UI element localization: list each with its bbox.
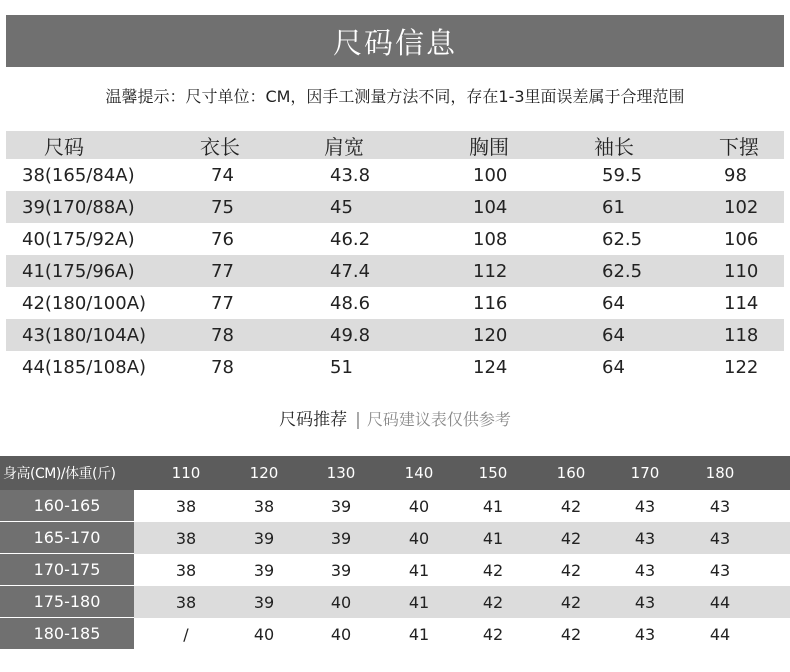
recommended-size-cell: 38 <box>175 496 197 516</box>
table-row <box>6 255 784 287</box>
page-title-bar <box>6 15 784 67</box>
page-title: 尺码信息 <box>332 25 457 60</box>
recommended-size-cell: 44 <box>709 592 731 612</box>
table-cell: 38(165/84A) <box>22 164 135 186</box>
table-row <box>0 586 790 618</box>
recommendation-header-row <box>0 456 790 490</box>
recommended-size-cell: 41 <box>482 496 504 516</box>
table-cell: 78 <box>211 324 234 346</box>
table-cell: 47.4 <box>330 260 371 282</box>
height-range-label: 180-185 <box>0 618 134 650</box>
recommended-size-cell: 38 <box>253 496 275 516</box>
table-cell: 62.5 <box>602 228 643 250</box>
table-cell: 124 <box>473 356 508 378</box>
recommended-size-cell: 40 <box>408 528 430 548</box>
table-cell: 114 <box>724 292 759 314</box>
table-cell: 77 <box>211 260 234 282</box>
table-cell: 76 <box>211 228 234 250</box>
table-cell: 106 <box>724 228 759 250</box>
table-cell: 102 <box>724 196 759 218</box>
table-cell: 64 <box>602 324 625 346</box>
size-recommendation-table <box>0 456 790 650</box>
header-shoulder: 肩宽 <box>324 134 364 159</box>
recommended-size-cell: 43 <box>634 560 656 580</box>
heading-separator: | <box>355 410 361 430</box>
table-cell: 122 <box>724 356 759 378</box>
recommended-size-cell: 38 <box>175 592 197 612</box>
recommended-size-cell: 42 <box>560 624 582 644</box>
table-cell: 64 <box>602 292 625 314</box>
recommended-size-cell: 38 <box>175 560 197 580</box>
weight-column-header: 150 <box>478 464 508 482</box>
recommended-size-cell: 41 <box>482 528 504 548</box>
recommended-size-cell: 43 <box>634 496 656 516</box>
table-row <box>6 223 784 255</box>
recommendation-heading <box>0 405 790 430</box>
recommended-size-cell: 43 <box>709 496 731 516</box>
table-cell: 43(180/104A) <box>22 324 147 346</box>
weight-column-header: 140 <box>404 464 434 482</box>
height-range-label: 165-170 <box>0 522 134 554</box>
recommended-size-cell: 43 <box>709 560 731 580</box>
table-cell: 39(170/88A) <box>22 196 135 218</box>
recommended-size-cell: 38 <box>175 528 197 548</box>
recommended-size-cell: 39 <box>330 496 352 516</box>
recommended-size-cell: 44 <box>709 624 731 644</box>
recommended-size-cell: 40 <box>330 592 352 612</box>
weight-column-header: 170 <box>630 464 660 482</box>
recommended-size-cell: 42 <box>560 528 582 548</box>
table-cell: 108 <box>473 228 508 250</box>
recommended-size-cell: 42 <box>560 496 582 516</box>
table-row <box>6 159 784 191</box>
table-cell: 45 <box>330 196 353 218</box>
recommendation-title: 尺码推荐 <box>279 410 348 430</box>
weight-column-header: 110 <box>171 464 201 482</box>
recommended-size-cell: 43 <box>634 592 656 612</box>
size-table-header <box>6 131 784 159</box>
table-row <box>6 191 784 223</box>
size-info-table <box>6 131 784 383</box>
table-cell: 61 <box>602 196 625 218</box>
table-row <box>0 554 790 586</box>
measurement-notice: 温馨提示：尺寸单位：CM，因手工测量方法不同，存在1-3里面误差属于合理范围 <box>105 87 685 106</box>
table-cell: 98 <box>724 164 747 186</box>
height-range-label: 170-175 <box>0 554 134 586</box>
table-cell: 120 <box>473 324 508 346</box>
table-cell: 41(175/96A) <box>22 260 135 282</box>
header-length: 衣长 <box>200 134 240 159</box>
table-row <box>0 522 790 554</box>
recommended-size-cell: 43 <box>709 528 731 548</box>
table-cell: 77 <box>211 292 234 314</box>
recommended-size-cell: 41 <box>408 560 430 580</box>
table-row <box>0 618 790 650</box>
table-cell: 104 <box>473 196 508 218</box>
recommendation-subtitle: 尺码建议表仅供参考 <box>366 410 511 429</box>
header-chest: 胸围 <box>469 134 509 159</box>
table-row <box>6 351 784 383</box>
recommended-size-cell: 41 <box>408 592 430 612</box>
height-weight-corner-label: 身高(CM)/体重(斤) <box>3 466 116 482</box>
recommended-size-cell: 42 <box>482 560 504 580</box>
recommended-size-cell: 39 <box>330 528 352 548</box>
header-hem: 下摆 <box>719 134 759 159</box>
height-range-label: 160-165 <box>0 490 134 522</box>
table-cell: 51 <box>330 356 353 378</box>
recommended-size-cell: 40 <box>253 624 275 644</box>
table-cell: 64 <box>602 356 625 378</box>
recommended-size-cell: 43 <box>634 528 656 548</box>
table-cell: 43.8 <box>330 164 371 186</box>
weight-column-header: 160 <box>556 464 586 482</box>
table-row <box>6 287 784 319</box>
table-cell: 118 <box>724 324 759 346</box>
table-cell: 48.6 <box>330 292 371 314</box>
table-cell: 42(180/100A) <box>22 292 147 314</box>
recommended-size-cell: 41 <box>408 624 430 644</box>
recommended-size-cell: 39 <box>253 528 275 548</box>
recommended-size-cell: 42 <box>482 624 504 644</box>
height-range-label: 175-180 <box>0 586 134 618</box>
table-cell: 62.5 <box>602 260 643 282</box>
recommended-size-cell: 40 <box>408 496 430 516</box>
recommended-size-cell: 40 <box>330 624 352 644</box>
table-cell: 100 <box>473 164 508 186</box>
table-cell: 44(185/108A) <box>22 356 147 378</box>
recommended-size-cell: 42 <box>482 592 504 612</box>
table-row <box>6 319 784 351</box>
table-row <box>0 490 790 522</box>
recommended-size-cell: 42 <box>560 592 582 612</box>
table-cell: 59.5 <box>602 164 643 186</box>
table-cell: 116 <box>473 292 508 314</box>
recommended-size-cell: 43 <box>634 624 656 644</box>
weight-column-header: 130 <box>326 464 356 482</box>
table-cell: 112 <box>473 260 508 282</box>
weight-column-header: 120 <box>249 464 279 482</box>
weight-column-header: 180 <box>705 464 735 482</box>
recommended-size-cell: 42 <box>560 560 582 580</box>
table-cell: 78 <box>211 356 234 378</box>
table-cell: 49.8 <box>330 324 371 346</box>
table-cell: 40(175/92A) <box>22 228 135 250</box>
recommended-size-cell: 39 <box>330 560 352 580</box>
recommended-size-cell: / <box>183 624 189 644</box>
table-cell: 75 <box>211 196 234 218</box>
recommended-size-cell: 39 <box>253 560 275 580</box>
header-size: 尺码 <box>44 134 84 159</box>
header-sleeve: 袖长 <box>594 134 634 159</box>
table-cell: 74 <box>211 164 234 186</box>
table-cell: 46.2 <box>330 228 371 250</box>
table-cell: 110 <box>724 260 759 282</box>
recommended-size-cell: 39 <box>253 592 275 612</box>
